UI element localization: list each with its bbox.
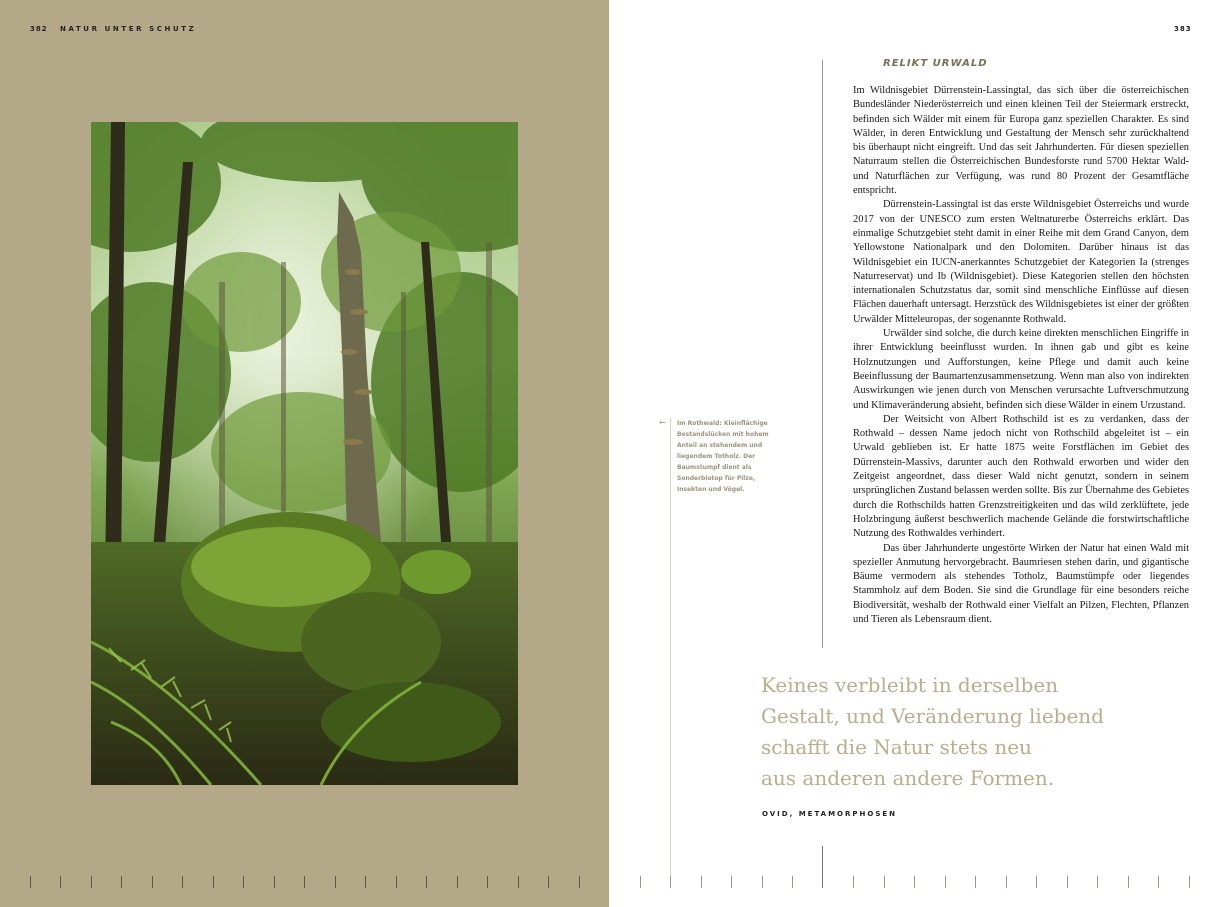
forest-photo — [91, 122, 518, 785]
forest-illustration — [91, 122, 518, 785]
page-number-left: 382 — [30, 25, 48, 33]
page-number-right: 383 — [1174, 25, 1192, 33]
section-title: RELIKT URWALD — [883, 58, 988, 69]
quote-line: Gestalt, und Veränderung liebend — [761, 704, 1104, 728]
column-rule — [822, 60, 823, 648]
paragraph: Das über Jahrhunderte ungestörte Wirken der Natur hat einen Wald mit spezieller Anmutung hervorgebracht. Baumriesen stehen darin, und gigantische Bäume vermodern als stehendes Totholz, Baumstümpfe oder liegendes Stammholz auf dem Boden. Sie sind die Grundlage für eine besonders reiche Biodiversität, weshalb der Rothwald einer Vielfalt an Pilzen, Flechten, Pflanzen und Tieren als Lebensraum dient. — [853, 542, 1189, 625]
running-head: NATUR UNTER SCHUTZ — [60, 25, 197, 33]
quote-source: OVID, METAMORPHOSEN — [762, 810, 898, 818]
photo-caption: Im Rothwald: Kleinflächige Bestandslücken mit hohem Anteil an stehendem und liegendem Totholz. Der Baumstumpf dient als Sonderbiotop für Pilze, Insekten und Vögel. — [677, 420, 769, 493]
ruler-long-tick — [822, 846, 823, 888]
paragraph: Der Weitsicht von Albert Rothschild ist es zu verdanken, dass der Rothwald – dessen Name jedoch nicht von Rothschild abgeleitet ist – ein Urwald geblieben ist. Er hatte 1875 weite Forstflächen im Gebiet des Dürrenstein-Massivs, darunter auch den Rothwald erworben und wider den Zeitgeist angeordnet, dass dieser Wald nicht genutzt, sondern in seinem ursprünglichen Zustand belassen werden sollte. Bis zur Übernahme des Gebietes durch die Rothschilds hatten Grenzstreitigkeiten und das wild zerklüftete, jede Holzbringung äußerst beschwerlich machende Gelände die forstwirtschaftliche Nutzung des Rothwaldes verhindert. — [853, 413, 1189, 540]
pull-quote — [761, 670, 1181, 794]
arrow-left-icon: ← — [659, 418, 666, 427]
caption-rule — [670, 418, 671, 888]
quote-line: schafft die Natur stets neu — [761, 735, 1032, 759]
quote-line: Keines verbleibt in derselben — [761, 673, 1059, 697]
paragraph: Dürrenstein-Lassingtal ist das erste Wildnisgebiet Österreichs und wurde 2017 von der UNESCO zum ersten Weltnaturerbe Österreichs erklärt. Das einmalige Schutzgebiet steht damit in einer Reihe mit dem Grand Canyon, dem Yellowstone Nationalpark und den Dolomiten. Darüber hinaus ist das Wildnisgebiet ein IUCN-anerkanntes Schutzgebiet der Kategorien Ia (strenges Naturreservat) und Ib (Wildnisgebiet). Diese Kategorien stellen den höchsten internationalen Schutzstatus dar, somit sind menschliche Einflüsse auf diesen Flächen dauerhaft untersagt. Herzstück des Wildnisgebietes ist einer der größten Urwälder Mitteleuropas, der sogenannte Rothwald. — [853, 199, 1189, 325]
paragraph: Urwälder sind solche, die durch keine direkten menschlichen Eingriffe in ihrer Entwicklung beeinflusst wurden. In ihnen gab und gibt es keine Holznutzungen und Aufforstungen, keine Pflege und damit auch keine Beeinflussung der Baumartenzusammensetzung. Wenn man also von indirekten Auswirkungen wie jenen durch von Menschen verursachte Luftverschmutzung und Klimaveränderung absieht, befinden sich diese Wälder in einem Urzustand. — [853, 328, 1189, 411]
paragraph: Im Wildnisgebiet Dürrenstein-Lassingtal, das sich über die österreichischen Bundesländer Niederösterreich und einen kleinen Teil der Steiermark erstreckt, befinden sich Wälder mit einem für Europa ganz speziellen Charakter. Es sind Wälder, in deren Entwicklung und Gestaltung der Mensch sehr zurückhaltend bis überhaupt nicht eingreift. Und das seit Jahrhunderten. Für diesen speziellen Naturraum stellen die Österreichischen Bundesforste rund 5700 Hektar Wald- und Naturflächen zur Verfügung, was rund 80 Prozent der Gesamtfläche entspricht. — [853, 85, 1189, 197]
left-page — [0, 0, 609, 907]
quote-line: aus anderen andere Formen. — [761, 766, 1055, 790]
body-text — [853, 84, 1189, 627]
